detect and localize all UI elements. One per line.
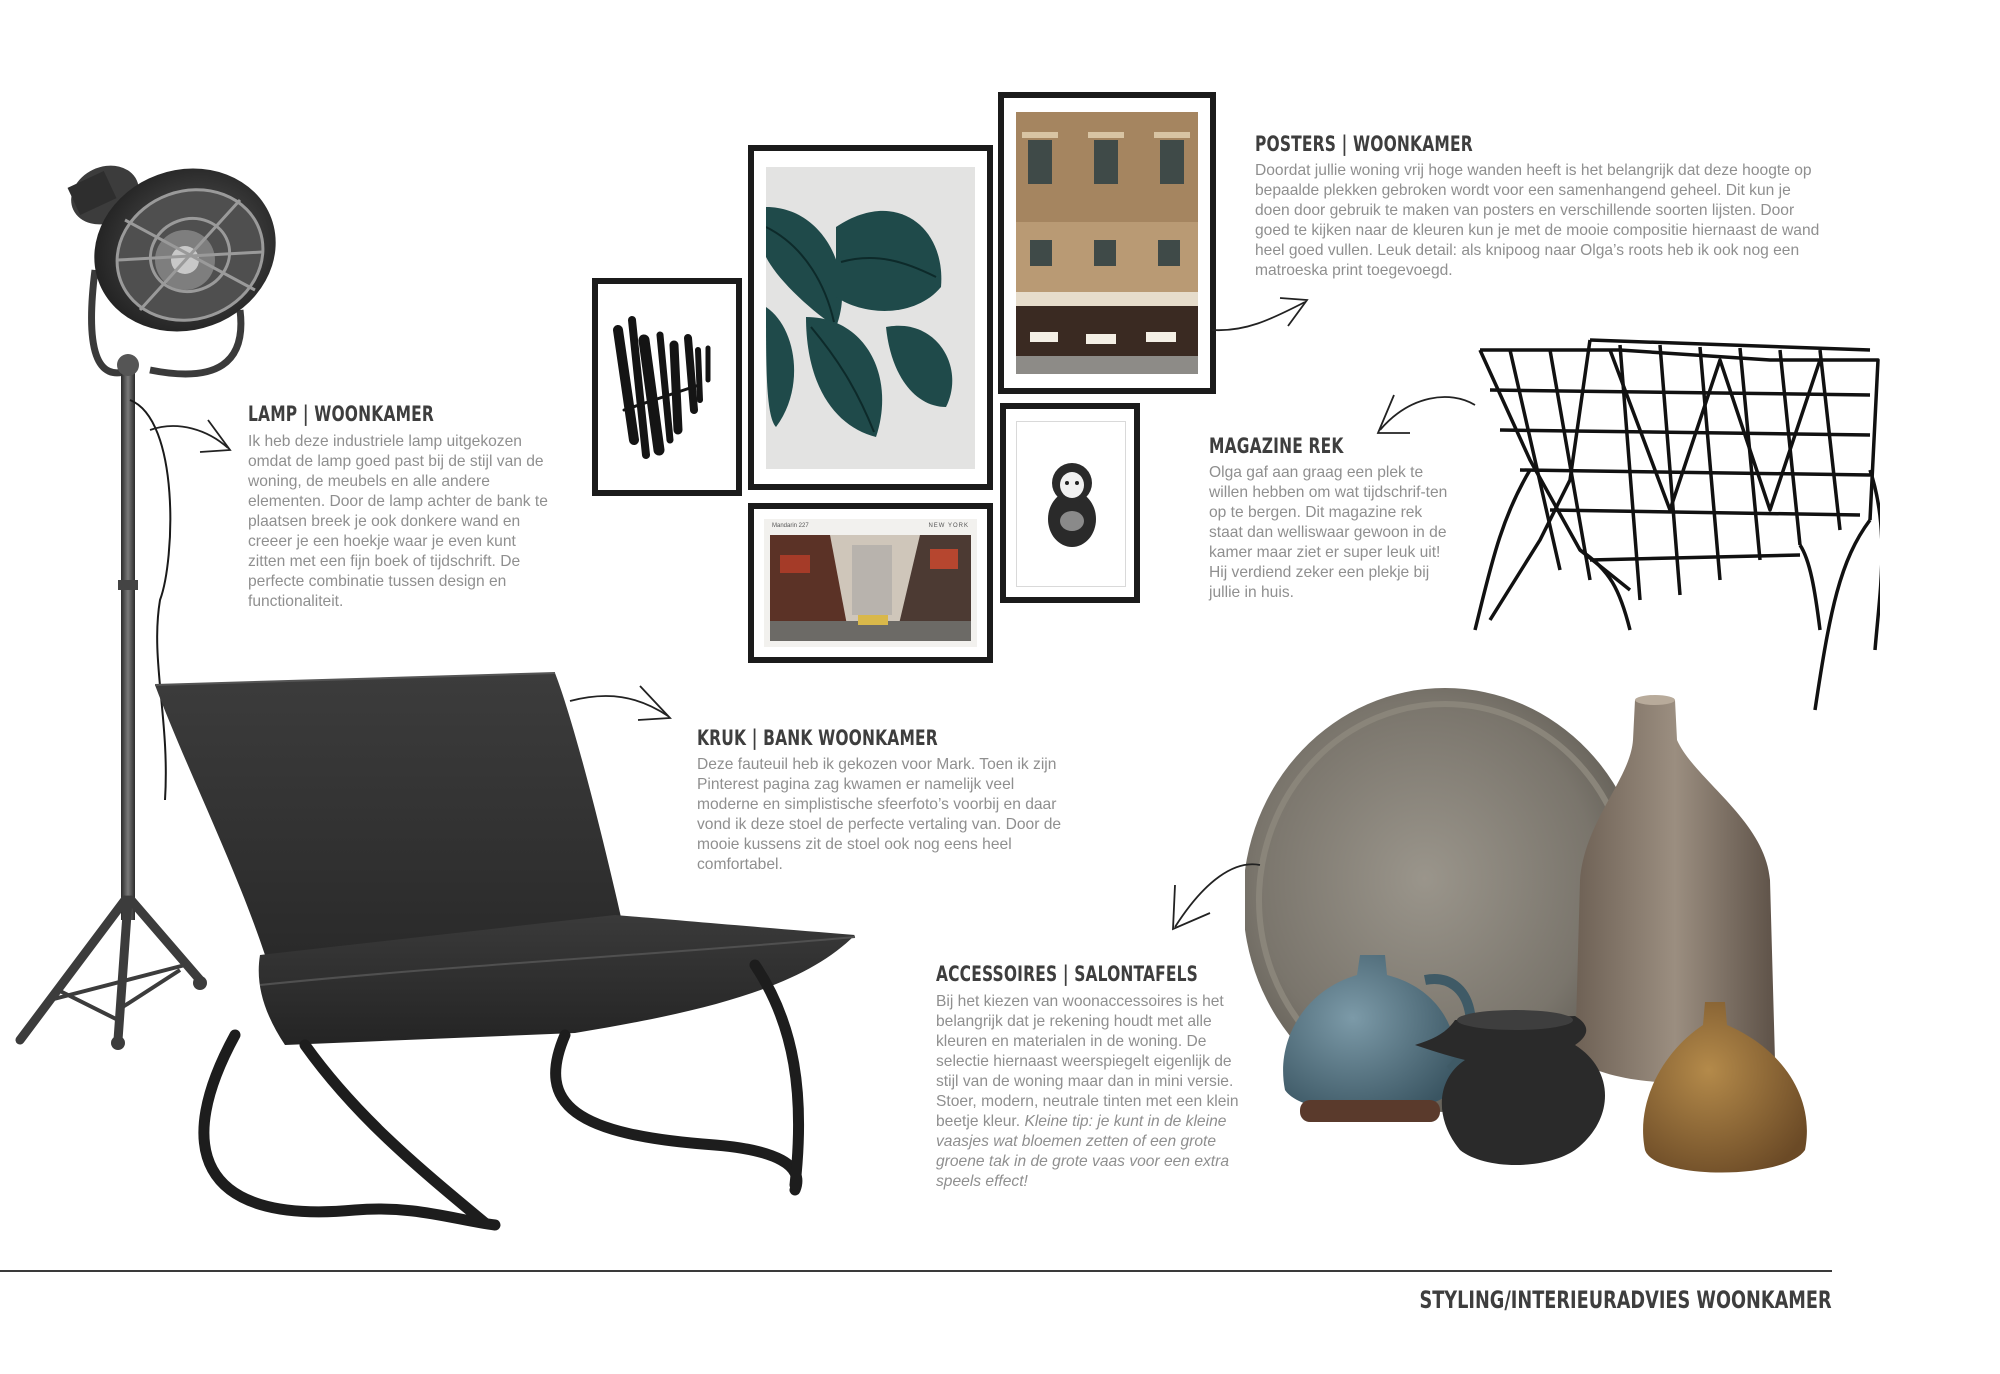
magazine-rack-image xyxy=(1470,330,1880,715)
lounge-chair-image xyxy=(155,665,865,1255)
accessoires-tip: Kleine tip: je kunt in de kleine vaasjes wat bloemen zetten of een grote groene tak in de grote vaas voor een extra speels effect! xyxy=(936,1113,1229,1190)
poster-green-leaf xyxy=(748,145,993,490)
accessoires-heading: ACCESSOIRES | SALONTAFELS xyxy=(936,962,1198,986)
kruk-heading: KRUK | BANK WOONKAMER xyxy=(697,726,938,750)
posters-text: Doordat jullie woning vrij hoge wanden heeft is het belangrijk dat deze hoogte op bepaalde plekken gebroken wordt voor een samenhangend geheel. Dit kun je doen door gebruik te maken van posters en verschillende soorten lijsten. Door goed te kijken naar de kleuren kun je met de mooie compositie hiernaast de wand heel goed vullen. Leuk detail: als knipoog naar Olga’s roots heb ik ook nog een matroeska print toegevoegd. xyxy=(1255,162,1820,279)
city-poster-left-label: Mandarin 227 xyxy=(772,523,809,529)
chair-arrow-icon xyxy=(568,676,678,726)
magazine-heading: MAGAZINE REK xyxy=(1209,434,1344,458)
accessoires-text-block xyxy=(936,992,1248,1192)
poster-brush-strokes xyxy=(592,278,742,496)
poster-matroeska xyxy=(1000,403,1140,603)
accessoires-text: Bij het kiezen van woonaccessoires is het belangrijk dat je rekening houdt met alle kleuren en materialen in de woning. De selectie hiernaast weerspiegelt eigenlijk de stijl van de woning maar dan in mini versie. Stoer, modern, neutrale tinten met een klein beetje kleur. xyxy=(936,993,1239,1130)
poster-italian-building xyxy=(998,92,1216,394)
magazine-arrow-icon xyxy=(1370,385,1480,445)
magazine-text: Olga gaf aan graag een plek te willen hebben om wat tijdschrif-ten op te bergen. Dit magazine rek staat dan welliswaar gewoon in de kamer maar ziet er super leuk uit! Hij verdiend zeker een plekje bij jullie in huis. xyxy=(1209,464,1448,601)
kruk-text: Deze fauteuil heb ik gekozen voor Mark. Toen ik zijn Pinterest pagina zag kwamen er namelijk veel moderne en simplistische sfeerfoto’s voorbij en daar vond ik deze stoel de perfecte vertaling van. Door de mooie kussens zit de stoel ook nog eens heel comfortabel. xyxy=(697,756,1062,873)
city-poster-right-label: NEW YORK xyxy=(928,523,969,529)
poster-new-york-street xyxy=(748,503,993,663)
lamp-heading: LAMP | WOONKAMER xyxy=(248,402,435,426)
accessories-arrow-icon xyxy=(1155,855,1265,935)
footer-title: STYLING/INTERIEURADVIES WOONKAMER xyxy=(1419,1286,1832,1314)
posters-heading: POSTERS | WOONKAMER xyxy=(1255,132,1473,156)
accessories-vases-image xyxy=(1245,680,1855,1180)
posters-arrow-icon xyxy=(1210,290,1310,340)
footer-divider xyxy=(0,1270,1832,1272)
lamp-text: Ik heb deze industriele lamp uitgekozen omdat de lamp goed past bij de stijl van de woning, de meubels en alle andere elementen. Door de lamp achter de bank te plaatsen breek je ook donkere wand en creeer je een hoekje waar je even kunt zitten met een fijn boek of tijdschrift. De perfecte combinatie tussen design en functionaliteit. xyxy=(248,433,548,610)
lamp-arrow-icon xyxy=(148,410,238,460)
